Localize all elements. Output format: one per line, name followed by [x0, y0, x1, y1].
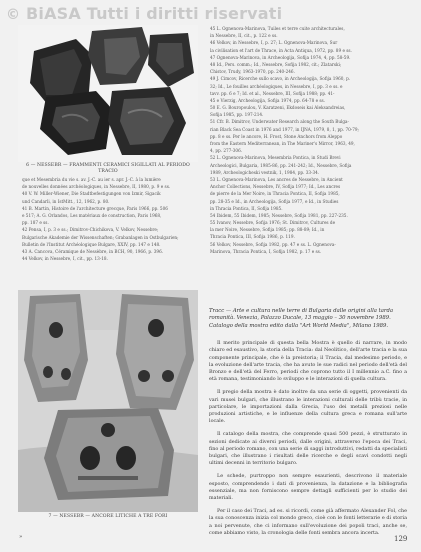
article-paragraph: Il merito principale di questa bella Mostra è quello di narrare, in modo chiaro ed esaustivo, la storia della Tracia: dal Neolitico, dell'arte tracia e la sua componente principale, che è la preistoria; il Tracia, dal medesimo periodo, e la evoluzione dell'arte tracia, che ha avuto le sue radici nel periodo dell'età del Bronzo e dell'età del Ferro, periodi che coprono tutto il I millennio a.C. fino a età romana, testimoniando lo sviluppo e le interazioni di quella cultura.	[209, 340, 407, 383]
footnote: 54 Ibidem, 55 Ibidem, 1985; Nessebre, Sofija 1981, pp. 227-235.	[210, 212, 348, 218]
article-paragraph: Per il caso dei Traci, ad es. si ricordi, come già affermato Alexander Fol, che la sua conoscenza inizia col mondo greco, cioè con le fonti letterarie e di storia a noi pervenute, che ci informano sull'evoluzione dei popoli traci, anche se, come abbiamo visto, la cronologia delle fonti sembra ancora incerta.	[209, 508, 407, 536]
footnote: 53 L. Ognenova-Marinova, Les ancres de Nessebre, in Ancient	[210, 176, 343, 182]
footnote: Bulgarische Akademie der Wissenschaften; Grabanlagen in Ostbulgarien;	[22, 234, 179, 240]
footnote: 46 Velkov, in Nessebre, I, p. 27; L. Ognenova-Marinova, Sur	[210, 40, 338, 46]
footnote: Archeologici, Bulgaria, 1985-86, pp. 241-242; Id., Nessebre, Sofija	[210, 162, 352, 168]
footnote: 4, pp. 277-306.	[210, 148, 243, 154]
footnote: Bulletin de l'Institut Archéologique Bulgare, XXIV, pp. 147 e 148.	[22, 241, 161, 247]
footnote: que et Mesembria du vie s. av. J.-C. au ier s. apr. J.-C. à la lumière	[22, 177, 161, 182]
footnote: 47 Ognenova-Marinova, in Archeologija, Sofija 1974, 4, pp. 58-59.	[210, 54, 351, 60]
figure-stone-anchors	[18, 290, 198, 512]
footnote: tavv. pp. 6 e 7; Id. et al., Nessebre, III, Sofija 1988; pp. 41-	[210, 90, 335, 96]
footnote: in Nessebre, II, cit., p. 122 e ss.	[210, 33, 278, 39]
article-paragraph: Il pregio della mostra è dato inoltre da una serie di oggetti, provenienti da vari musei bulgari, che illustrano le interazioni culturali delle tribù tracie, in particolare, le importazioni dalla Grecia, l'uso dei metalli preziosi nelle produzioni artistiche, e le influenze della cultura greca e romana sull'arte locale.	[209, 389, 407, 425]
footnote: rian Black Sea Coast in 1976 and 1977, in IJNA, 1979, 8, 1, pp. 70-79;	[210, 126, 359, 132]
ceramic-fragments-photo	[18, 25, 198, 162]
footnote: pp. 187 e ss.	[22, 220, 49, 226]
footnote: 50 E. G. Bouropoulou, V. Karatzeni, Ekdoseis kai Aleksandreias,	[210, 105, 346, 111]
footnote: from the Eastern Mediterranean, in The Mariner's Mirror, 1963, 49,	[210, 141, 355, 146]
figure-caption-7: 7 — NESSEBR — ANCORE LITICHE A TRE FORI	[48, 514, 168, 519]
stone-anchors-photo	[18, 290, 198, 512]
footnote: Chistov, Trudy, 1963-1970, pp. 240-246.	[210, 69, 295, 75]
footnote: 52 L. Ognenova-Marinova, Mesembria Pontica, in Studi Brevi	[210, 155, 341, 161]
watermark-text: BiASA Tutti i diritti riservati	[25, 4, 283, 22]
footnote: 43 A. Cancova, Céramique de Nessèbre, in BCH, 90, 1966, p. 396.	[22, 249, 164, 255]
page-number: 129	[394, 535, 408, 543]
footnote: la civilisation et l'art de Thrace, in Acta Antiqua, 1972, pp. 89 e ss.	[210, 47, 352, 53]
footnote: 55 Ivanov, Nessebre, Sofija 1976; St. Dimitrov, Cultures de	[210, 220, 336, 226]
footnote: 45 e Vierzig, Archeologija, Sofija 1974, pp. 64-78 e ss.	[210, 97, 326, 103]
footnote: pp. 8 e ss. Per le ancore, H. Frost, Stone Anchors from Aleppo	[210, 133, 343, 139]
article-paragraph: Il catalogo della mostra, che comprende quasi 500 pezzi, è strutturato in sezioni dedicate ai diversi periodi, dalle origini, attraverso l'epoca dei Traci, fino al periodo romano, con una serie di saggi introduttivi, redatti da specialisti bulgari, che illustrano i risultati delle ricerche e degli scavi condotti negli ultimi decenni in territorio bulgaro.	[209, 431, 407, 467]
footnote: la mer Noire, Nessebre, Sofija 1985; pp. 88-89; Id., in	[210, 227, 325, 233]
footnote: e 517; A. G. Orlandos, Les matériaux de construction, Paris 1968,	[22, 213, 162, 219]
review-article	[209, 308, 407, 543]
footnote: 56 Velkov, Nessebre, Sofija 1982, pp. 47 e ss. L. Ognenova-	[210, 241, 336, 247]
footnote: und Candarli, in IstMitt., 12, 1962, p. 80.	[22, 198, 110, 204]
footnote: 51 Cfr. B. Dimitrov, Underwater Research along the South Bulga-	[210, 119, 349, 125]
article-paragraph: Le schede, purtroppo non sempre esaurienti, descrivono il materiale esposto, comprendendo i dati di provenienza, la datazione e la bibliografia essenziale, ma non forniscono sempre dettagli sufficienti per lo studio dei materiali.	[209, 473, 407, 502]
footnote: de nouvelles données archéologiques, in Nessebre, II, 1980, p. 9 e ss.	[22, 184, 171, 190]
footnote: 42 Pensa, I, p. 3 e ss.; Dimitrov-Chichikova, V. Velkov, Nessebre;	[22, 227, 159, 233]
footnote: Thracia Pontica, III, Sofija 1986, p. 119.	[210, 234, 295, 240]
footnote: 44 Velkov, in Nessebre, I, cit., pp. 13-18.	[22, 256, 108, 262]
footnote: pp. 28-35 e Id., in Archeologija, Sofija 1977, e Id., in Studies	[210, 198, 339, 204]
footnote: de pierre de la Mer Noire, in Thracia Pontica, II, Sofija 1985,	[210, 191, 340, 197]
footnote: 45 L. Ognenova-Marinova, Tuiles et terre cuite architecturales,	[210, 26, 345, 31]
footnotes-left	[22, 177, 198, 263]
footnote: 41 B. Martin, Histoire de l'architecture grecque, Paris 1966, pp. 506	[22, 205, 168, 211]
footnote: 32; Id., Le fouilles archéologiques, in Nessebre, I, pp. 3 e ss. e	[210, 83, 343, 89]
copyright-icon: ©	[6, 7, 21, 22]
article-heading: Tracc — Arte e cultura nelle terre di Bulgaria dalle origini alla tarda romanità. Venezia, Palazzo Ducale, 13 maggio – 30 novembre 1989. Catalogo della mostra edito dalla "Art World Media", Milano 1989.	[209, 308, 394, 329]
figure-caption-6: 6 — NESSEBR — FRAMMENTI CERAMICI SIGILLATI AL PERIODO TRACIO	[26, 163, 190, 174]
footnote: 48 Id., Pers. comm.; Id., Nessebre, Sofija 1982, cit.; Zlatarski;	[210, 61, 342, 67]
folio-mark: »	[19, 534, 23, 540]
footnote: Marinova, Thracia Pontica, I, Sofija 1982, p. 17 e ss.	[210, 248, 322, 254]
footnotes-right	[210, 26, 406, 256]
footnote: in Thracia Pontica, II, Sofija 1985.	[210, 205, 283, 211]
footnote: 49 J. Cimcov, Ricerche sullo scavo, in Archeologija, Sofija 1960, p.	[210, 76, 351, 82]
footnote: Sofija 1985, pp. 197-214.	[210, 112, 264, 118]
footnote: 1989, Archeologicheski vestnik, 1, 1984, pp. 33-34.	[210, 169, 320, 175]
footnote: Anchor Collections, Nessebre, IV, Sofija 1977; Id., Les ancres	[210, 184, 341, 190]
figure-ceramic-fragments	[18, 25, 198, 162]
footnote: 40 V. W. Miller-Wiener, Die Stadtbefestigungen von Izmir, Sigacik	[22, 191, 161, 197]
watermark	[6, 4, 416, 22]
